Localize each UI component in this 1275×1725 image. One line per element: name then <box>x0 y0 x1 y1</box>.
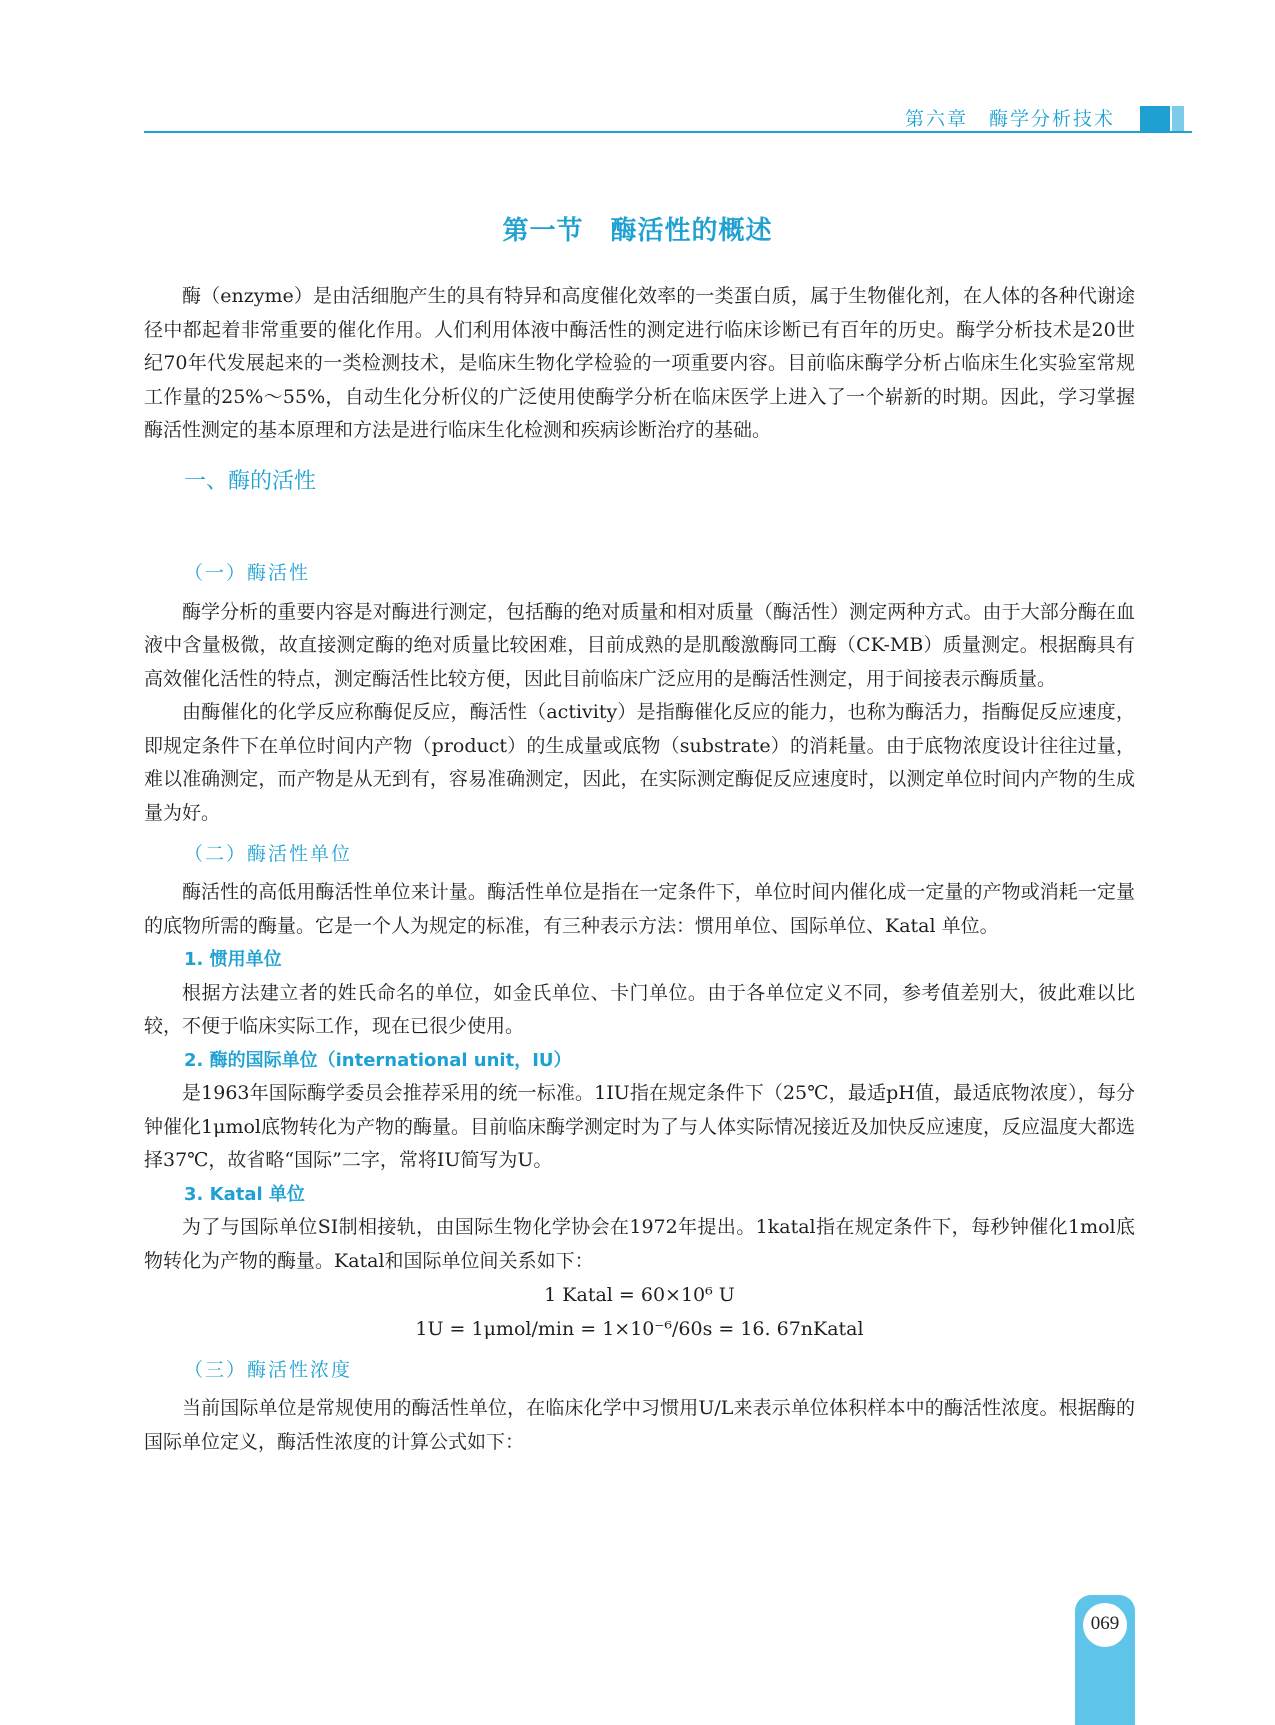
subheading-activity-unit: （二）酶活性单位 <box>184 843 353 865</box>
subheading-activity-concentration: （三）酶活性浓度 <box>184 1359 353 1381</box>
page-header <box>0 0 1275 140</box>
subheading-enzyme-activity: （一）酶活性 <box>184 561 311 584</box>
formula-katal: 1 Katal = 60×10⁶ U <box>544 1284 735 1306</box>
intro-paragraph: 酶（enzyme）是由活细胞产生的具有特异和高度催化效率的一类蛋白质，属于生物催化剂，在人体的各种代谢途径中都起着非常重要的催化作用。人们利用体液中酶活性的测定进行临床诊断已有百年的历史。酶学分析技术是20世纪70年代发展起来的一类检测技术，是临床生物化学检验的一项重要内容。目前临床酶学分析占临床生化实验室常规工作量的25%～55%，自动生化分析仪的广泛使用使酶学分析在临床医学上进入了一个崭新的时期。因此，学习掌握酶活性测定的基本原理和方法是进行临床生化检测和疾病诊断治疗的基础。 <box>144 285 1135 441</box>
paragraph-enzyme-reaction: 由酶催化的化学反应称酶促反应，酶活性（activity）是指酶催化反应的能力，也称为酶活力，指酶促反应速度，即规定条件下在单位时间内产物（product）的生成量或底物（substrate）的消耗量。由于底物浓度设计往往过量，难以准确测定，而产物是从无到有，容易准确测定，因此，在实际测定酶促反应速度时，以测定单位时间内产物的生成量为好。 <box>144 701 1135 824</box>
paragraph-international-unit: 是1963年国际酶学委员会推荐采用的统一标准。1IU指在规定条件下（25℃，最适pH值，最适底物浓度），每分钟催化1μmol底物转化为产物的酶量。目前临床酶学测定时为了与人体实际情况接近及加快反应速度，反应温度大都选择37℃，故省略“国际”二字，常将IU简写为U。 <box>144 1082 1135 1171</box>
item-heading-katal-unit: 3. Katal 单位 <box>184 1183 305 1205</box>
section-title: 第一节 酶活性的概述 <box>502 216 773 246</box>
page-number: 069 <box>1090 1613 1120 1634</box>
heading-enzyme-activity: 一、酶的活性 <box>184 468 317 494</box>
paragraph-activity-unit: 酶活性的高低用酶活性单位来计量。酶活性单位是指在一定条件下，单位时间内催化成一定量的产物或消耗一定量的底物所需的酶量。它是一个人为规定的标准，有三种表示方法：惯用单位、国际单位、Katal 单位。 <box>144 881 1135 937</box>
paragraph-katal-unit: 为了与国际单位SI制相接轨，由国际生物化学协会在1972年提出。1katal指在规定条件下，每秒钟催化1mol底物转化为产物的酶量。Katal和国际单位间关系如下： <box>144 1216 1135 1272</box>
formula-iu-conversion: 1U = 1μmol/min = 1×10⁻⁶/60s = 16. 67nKatal <box>415 1318 864 1340</box>
paragraph-activity-concentration: 当前国际单位是常规使用的酶活性单位，在临床化学中习惯用U/L来表示单位体积样本中的酶活性浓度。根据酶的国际单位定义，酶活性浓度的计算公式如下： <box>144 1397 1135 1453</box>
item-heading-customary-unit: 1. 惯用单位 <box>184 949 282 970</box>
chapter-title: 第六章 酶学分析技术 <box>904 108 1115 130</box>
header-accent-block-light <box>1172 106 1184 132</box>
header-rule <box>144 131 1192 133</box>
paragraph-customary-unit: 根据方法建立者的姓氏命名的单位，如金氏单位、卡门单位。由于各单位定义不同，参考值差别大，彼此难以比较，不便于临床实际工作，现在已很少使用。 <box>144 981 1135 1037</box>
item-heading-international-unit: 2. 酶的国际单位（international unit，IU） <box>184 1049 572 1071</box>
paragraph-enzyme-measurement: 酶学分析的重要内容是对酶进行测定，包括酶的绝对质量和相对质量（酶活性）测定两种方式。由于大部分酶在血液中含量极微，故直接测定酶的绝对质量比较困难，目前成熟的是肌酸激酶同工酶（CK-MB）质量测定。根据酶具有高效催化活性的特点，测定酶活性比较方便，因此目前临床广泛应用的是酶活性测定，用于间接表示酶质量。 <box>144 600 1135 690</box>
header-accent-block <box>1140 106 1170 132</box>
page-content <box>144 280 1135 1459</box>
